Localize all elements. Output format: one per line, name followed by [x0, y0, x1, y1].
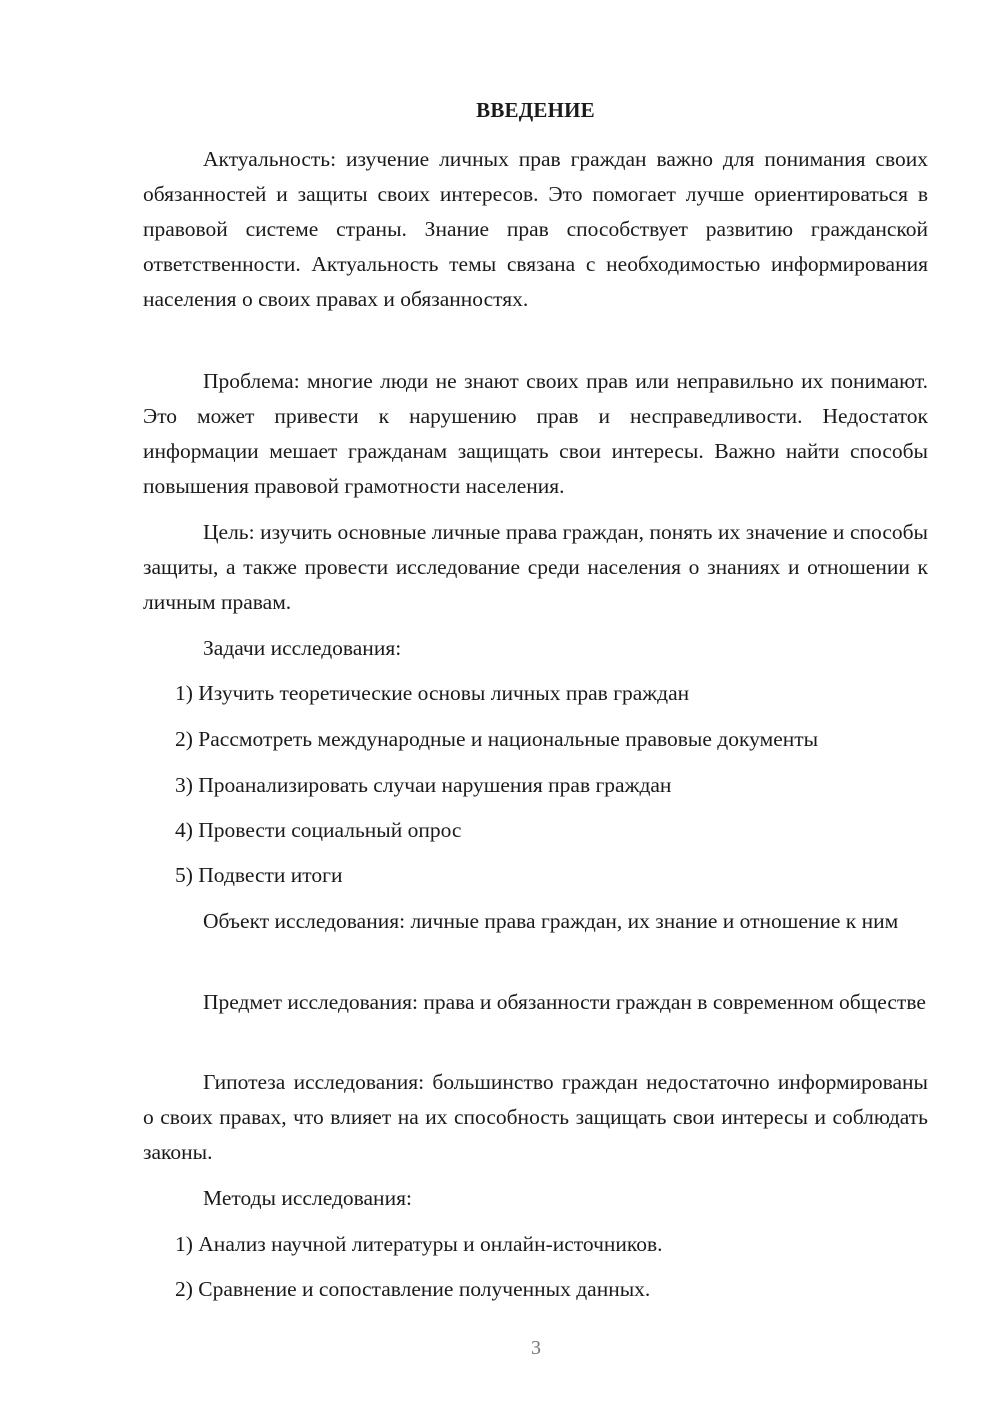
relevance-paragraph: Актуальность: изучение личных прав граждан важно для понимания своих обязанностей и защиты своих интересов. Это помогает лучше ориентироваться в правовой системе страны. Знание прав способствует развитию гражданской ответственности. Актуальность темы связана с необходимостью информирования населения о своих правах и обязанностях.: [143, 147, 928, 311]
task-item: 3) Проанализировать случаи нарушения прав граждан: [175, 773, 672, 797]
page-title: ВВЕДЕНИЕ: [476, 98, 595, 122]
subject-paragraph: Предмет исследования: права и обязанности граждан в современном обществе: [203, 990, 926, 1014]
page-number: 3: [531, 1337, 541, 1359]
goal-paragraph: Цель: изучить основные личные права граждан, понять их значение и способы защиты, а также провести исследование среди населения о знаниях и отношении к личным правам.: [143, 520, 928, 614]
problem-paragraph: Проблема: многие люди не знают своих прав или неправильно их понимают. Это может привести к нарушению прав и несправедливости. Недостаток информации мешает гражданам защищать свои интересы. Важно найти способы повышения правовой грамотности населения.: [143, 369, 928, 498]
object-paragraph: Объект исследования: личные права граждан, их знание и отношение к ним: [203, 909, 899, 933]
method-item: 2) Сравнение и сопоставление полученных данных.: [175, 1277, 651, 1301]
methods-heading: Методы исследования:: [203, 1186, 412, 1210]
task-item: 1) Изучить теоретические основы личных прав граждан: [175, 681, 690, 705]
task-item: 4) Провести социальный опрос: [175, 818, 462, 842]
hypothesis-paragraph: Гипотеза исследования: большинство граждан недостаточно информированы о своих правах, что влияет на их способность защищать свои интересы и соблюдать законы.: [143, 1070, 928, 1164]
method-item: 1) Анализ научной литературы и онлайн-источников.: [175, 1232, 663, 1256]
tasks-heading: Задачи исследования:: [203, 636, 402, 660]
task-item: 5) Подвести итоги: [175, 863, 343, 887]
task-item: 2) Рассмотреть международные и национальные правовые документы: [175, 727, 819, 751]
